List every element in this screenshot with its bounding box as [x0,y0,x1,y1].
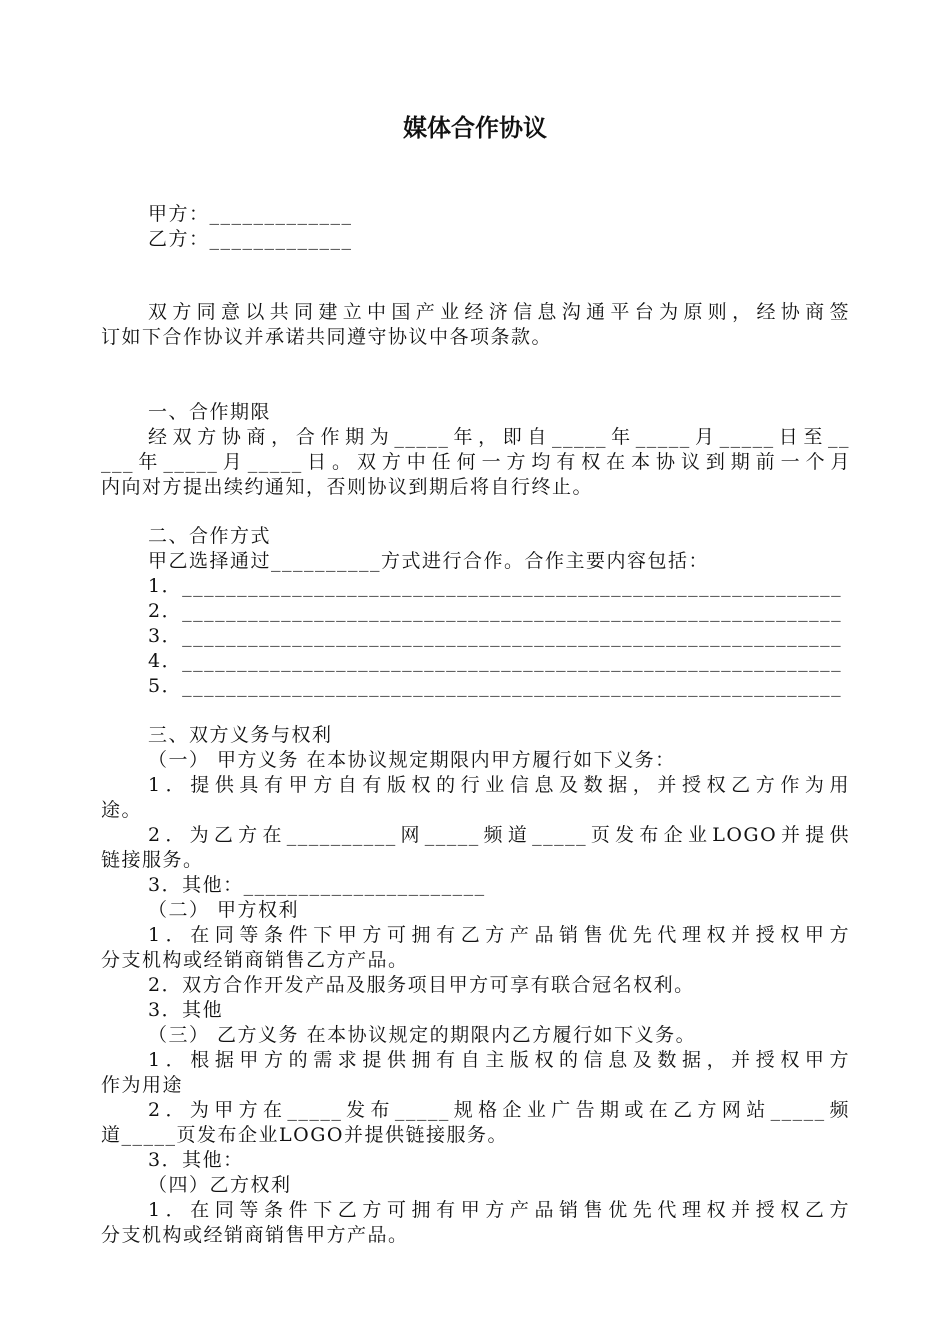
intro-line: 双方同意以共同建立中国产业经济信息沟通平台为原则，经协商签 [148,301,850,323]
subsection-heading: （一） 甲方义务 在本协议规定期限内甲方履行如下义务： [148,749,676,771]
paragraph-line: 甲乙选择通过__________方式进行合作。合作主要内容包括： [148,550,710,572]
paragraph-line: 作为用途 [101,1074,184,1096]
paragraph-line: 1．提供具有甲方自有版权的行业信息及数据，并授权乙方作为用 [148,774,850,796]
party-b-line: 乙方：_____________ [148,228,353,250]
paragraph-line: 1．根据甲方的需求提供拥有自主版权的信息及数据，并授权甲方 [148,1049,850,1071]
paragraph-line: 2．双方合作开发产品及服务项目甲方可享有联合冠名权利。 [148,974,695,996]
party-a-line: 甲方：_____________ [148,203,353,225]
paragraph-line: 2．为甲方在_____发布_____规格企业广告期或在乙方网站_____频 [148,1099,850,1121]
section-heading: 一、合作期限 [148,401,272,423]
paragraph-line: ___年_____月_____日。双方中任何一方均有权在本协议到期前一个月 [101,451,851,473]
paragraph-line: 分支机构或经销商销售甲方产品。 [101,1224,409,1246]
list-item: 3．____________________________________________________________ [148,625,843,647]
paragraph-line: 内向对方提出续约通知，否则协议到期后将自行终止。 [101,476,594,498]
subsection-heading: （二） 甲方权利 [148,899,300,921]
paragraph-line: 3．其他 [148,999,224,1021]
paragraph-line: 3．其他：______________________ [148,874,486,896]
paragraph-line: 1．在同等条件下甲方可拥有乙方产品销售优先代理权并授权甲方 [148,924,850,946]
section-heading: 三、双方义务与权利 [148,724,333,746]
section-heading: 二、合作方式 [148,525,272,547]
document-title: 媒体合作协议 [403,114,547,142]
subsection-heading: （四）乙方权利 [148,1174,292,1196]
paragraph-line: 道_____页发布企业LOGO并提供链接服务。 [101,1124,508,1146]
paragraph-line: 链接服务。 [101,849,204,871]
paragraph-line: 3．其他： [148,1149,244,1171]
paragraph-line: 经双方协商，合作期为_____年，即自_____年_____月_____日至__ [148,426,850,448]
list-item: 4．____________________________________________________________ [148,650,843,672]
list-item: 1．____________________________________________________________ [148,575,843,597]
paragraph-line: 分支机构或经销商销售乙方产品。 [101,949,409,971]
paragraph-line: 1．在同等条件下乙方可拥有甲方产品销售优先代理权并授权乙方 [148,1199,850,1221]
paragraph-line: 2．为乙方在__________网_____频道_____页发布企业LOGO并提供 [148,824,850,846]
subsection-heading: （三） 乙方义务 在本协议规定的期限内乙方履行如下义务。 [148,1024,697,1046]
list-item: 2．____________________________________________________________ [148,600,843,622]
intro-line: 订如下合作协议并承诺共同遵守协议中各项条款。 [101,326,553,348]
paragraph-line: 途。 [101,799,143,821]
list-item: 5．____________________________________________________________ [148,675,843,697]
